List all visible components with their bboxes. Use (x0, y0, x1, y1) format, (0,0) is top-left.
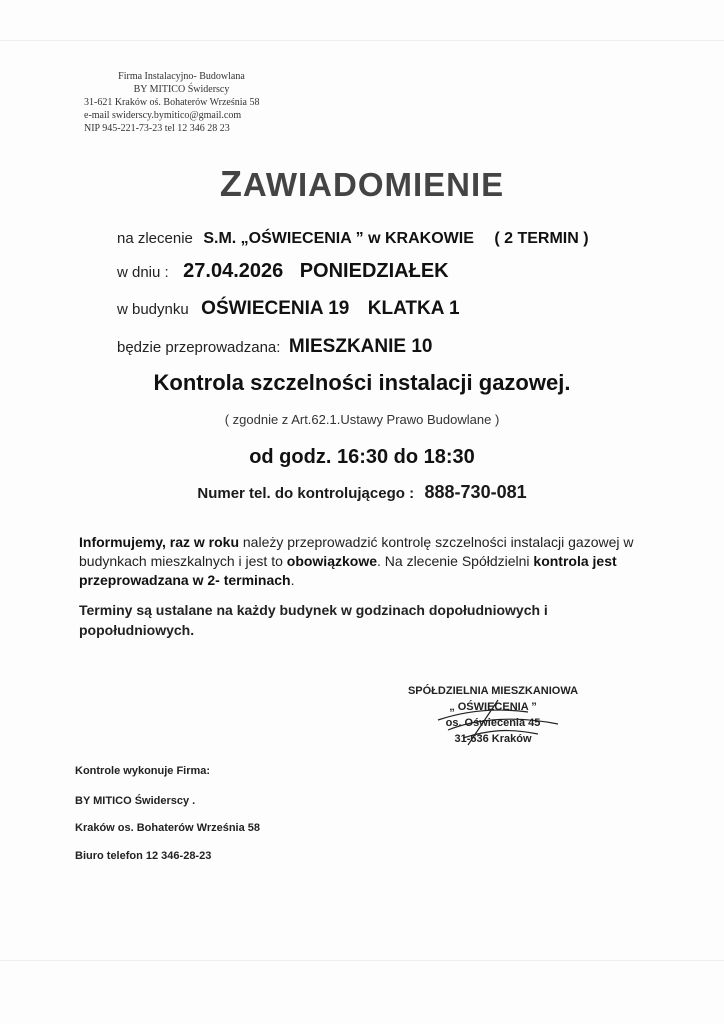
inspector-phone-line (0, 482, 724, 503)
stamp-line: os. Oświecenia 45 (445, 717, 541, 729)
firm-email: e-mail swiderscy.bymitico@gmail.com (84, 110, 242, 121)
firm-line: Firma Instalacyjno- Budowlana (118, 71, 245, 82)
stamp-line: 31-636 Kraków (454, 733, 532, 745)
stamp-line: SPÓŁDZIELNIA MIESZKANIOWA (407, 685, 579, 697)
info-bold: obowiązkowe (286, 553, 377, 569)
date-value: 27.04.2026 (183, 260, 284, 282)
unit-label: będzie przeprowadzana: (117, 339, 281, 356)
contractor-line: Biuro telefon 12 346-28-23 (75, 850, 212, 862)
info-text: . Na zlecenie Spółdzielni (377, 553, 534, 569)
scan-artifact (0, 40, 724, 41)
firm-address: 31-621 Kraków oś. Bohaterów Września 58 (84, 97, 260, 108)
info-text: należy przeprowadzić kontrolę szczelności instalacji gazowej w budynkach mieszkalnych i jest to (79, 534, 634, 569)
building-staircase: KLATKA 1 (367, 298, 460, 319)
order-line (117, 230, 589, 248)
phone-label: Numer tel. do kontrolującego : (197, 485, 415, 502)
building-value: OŚWIECENIA 19 (201, 298, 350, 319)
schedule-paragraph: Terminy są ustalane na każdy budynek w godzinach dopołudniowych i popołudniowych. (79, 602, 548, 638)
phone-number: 888-730-081 (424, 482, 527, 502)
order-value: S.M. „OŚWIECENIA ” w KRAKOWIE (203, 230, 474, 247)
inspection-hours: od godz. 16:30 do 18:30 (249, 446, 475, 468)
contractor-line: Kontrole wykonuje Firma: (75, 765, 211, 777)
info-text: . (290, 572, 295, 588)
order-label: na zlecenie (117, 230, 193, 247)
legal-note: ( zgodnie z Art.62.1.Ustawy Prawo Budowlane ) (224, 412, 500, 427)
stamp-line: „ OŚWIECENIA ” (449, 701, 537, 713)
contractor-line: BY MITICO Świderscy . (75, 795, 196, 807)
scan-artifact (0, 960, 724, 961)
title-rest: AWIADOMIENIE (242, 166, 505, 203)
date-weekday: PONIEDZIAŁEK (299, 260, 449, 282)
firm-line: BY MITICO Świderscy (133, 84, 230, 95)
info-paragraph (79, 533, 659, 590)
cooperative-stamp (388, 683, 598, 747)
page-title (0, 163, 724, 205)
info-bold: Informujemy, raz w roku (79, 534, 239, 550)
building-line (117, 298, 460, 320)
date-label: w dniu : (117, 264, 169, 281)
firm-header (84, 70, 279, 135)
building-label: w budynku (117, 301, 189, 318)
firm-nip-phone: NIP 945-221-73-23 tel 12 346 28 23 (84, 123, 230, 134)
unit-line (117, 336, 433, 358)
info-bold: kontrola jest przeprowadzana w 2- terminach (79, 553, 617, 588)
inspection-heading: Kontrola szczelności instalacji gazowej. (153, 370, 571, 395)
title-initial: Z (219, 163, 243, 204)
contractor-line: Kraków os. Bohaterów Września 58 (75, 822, 261, 834)
date-line (117, 260, 449, 283)
unit-value: MIESZKANIE 10 (288, 336, 433, 357)
order-term: ( 2 TERMIN ) (494, 230, 589, 247)
